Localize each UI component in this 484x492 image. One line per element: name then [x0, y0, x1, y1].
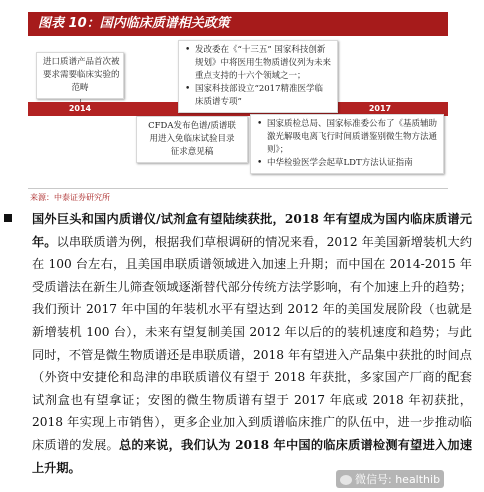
body-paragraph	[4, 208, 472, 479]
figure-title: 图表 10：国内临床质谱相关政策	[28, 12, 448, 36]
paragraph-heading: 国外巨头和国内质谱仪/试剂盒有望陆续获批，2018 年有望成为国内临床质谱元年。	[32, 212, 472, 249]
event-text: 用进入免临床试验目录	[149, 134, 235, 144]
event-text: CFDA发布色谱/质谱联	[148, 121, 236, 131]
event-text: 进口质谱产品首次被	[43, 57, 120, 67]
wechat-icon	[340, 475, 352, 485]
figure-source: 来源：中泰证券研究所	[30, 193, 110, 202]
policy-timeline	[28, 40, 448, 190]
event-box-2017	[250, 114, 444, 174]
year-label-2017: 2017	[368, 104, 392, 113]
wechat-watermark	[336, 470, 444, 488]
event-box-2015	[136, 116, 248, 163]
event-item: • 国家质检总局、国家标准委公布了《基质辅助激光解吸电离飞行时间质谱鉴别微生物方法通则》；	[257, 118, 437, 157]
event-text: 要求需要临床实验的	[43, 70, 120, 80]
watermark-text: 微信号: healthib	[355, 473, 441, 486]
event-item: • 国家科技部设立“2017精准医学临床质谱专项”	[185, 83, 331, 109]
event-text: 范畴	[71, 83, 89, 93]
event-item: • 中华检验医学会起草LDT方法认证指南	[257, 157, 437, 170]
paragraph-conclusion: 总的来说，我们认为 2018 年中国的临床质谱检测有望进入加速上升期。	[32, 437, 473, 475]
event-item: • 发改委在《“十三五” 国家科技创新规划》中将医用生物质谱仪列为未来重点支持的十六个领域之一；	[185, 44, 331, 83]
source-divider	[28, 188, 448, 189]
paragraph-text: 以串联质谱为例，根据我们草根调研的情况来看，2012 年美国新增装机大约在 100 台左右，且美国串联质谱领域进入加速上升期；而中国在 2014-2015 年受质谱法在新生儿筛查领域逐渐替代部分传统方法学影响，有个加速上升的趋势；我们预计 2017 年中国的年装机水平有望达到 2012 年的美国发展阶段（也就是新增装机 100 台），未来有望复制美国 2012 年以后的的装机速度和趋势；与此同时，不管是微生物质谱还是串联质谱，2018 年有望进入产品集中获批的时间点（外资中安捷伦和岛津的串联质谱仪有望于 2018 年获批，多家国产厂商的配套试剂盒也有望拿证；安图的微生物质谱有望于 2017 年底或 2018 年初获批，2018 年实现上市销售），更多企业加入到质谱临床推广的队伍中，进一步推动临床质谱的发展。	[32, 234, 473, 452]
event-box-2014	[36, 52, 124, 99]
event-text: 征求意见稿	[170, 147, 214, 157]
year-label-2014: 2014	[68, 104, 92, 113]
event-box-2016	[178, 40, 338, 113]
